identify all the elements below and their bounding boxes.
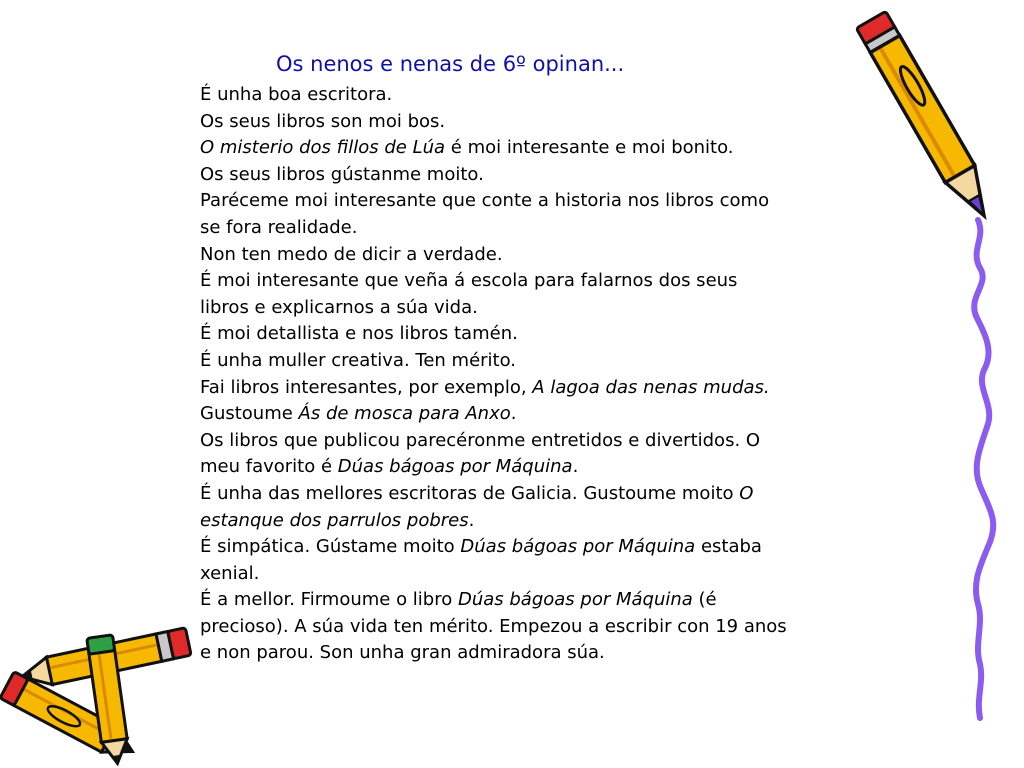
book-title: Dúas bágoas por Máquina	[460, 536, 696, 558]
opinion-line	[200, 242, 890, 269]
opinion-line	[200, 561, 890, 588]
book-title: A lagoa das nenas mudas.	[532, 376, 770, 398]
opinion-text: meu favorito é	[200, 456, 338, 478]
opinion-text: libros e explicarnos a súa vida.	[200, 296, 478, 318]
opinion-line	[200, 348, 890, 375]
opinion-text: É unha boa escritora.	[200, 84, 393, 105]
opinion-line	[200, 534, 890, 561]
opinion-text: se fora realidade.	[200, 216, 358, 238]
book-title: estanque dos parrulos pobres	[200, 509, 469, 531]
opinion-text: xenial.	[200, 562, 260, 584]
opinion-line	[200, 428, 890, 455]
opinion-text: (é	[692, 589, 717, 611]
book-title: Dúas bágoas por Máquina	[457, 589, 693, 611]
opinion-line	[200, 640, 890, 667]
opinion-text: É simpática. Gústame moito	[200, 536, 461, 558]
book-title: O	[739, 482, 754, 504]
opinion-text: e non parou. Son unha gran admiradora súa.	[200, 642, 605, 664]
opinion-line	[200, 587, 890, 614]
opinion-line	[200, 454, 890, 481]
page-title: Os nenos e nenas de 6º opinan...	[276, 52, 625, 76]
opinion-text: precioso). A súa vida ten mérito. Empezou a escribir con 19 anos	[200, 615, 787, 637]
book-title: Ás de mosca para Anxo	[298, 403, 511, 425]
scribble-line	[950, 220, 1020, 720]
pencil-icon	[855, 0, 1005, 245]
opinion-line	[200, 508, 890, 535]
opinion-text: estaba	[695, 536, 762, 558]
opinion-line	[200, 188, 890, 215]
book-title: Dúas bágoas por Máquina	[337, 456, 573, 478]
opinion-text: .	[468, 509, 475, 531]
opinion-text: Os libros que publicou parecéronme entretidos e divertidos. O	[200, 429, 761, 451]
opinion-line	[200, 614, 890, 641]
opinion-text: É unha muller creativa. Ten mérito.	[200, 349, 517, 371]
opinion-line	[200, 268, 890, 295]
opinion-text: É moi interesante que veña á escola para falarnos dos seus	[200, 270, 738, 292]
opinion-text: Os seus libros gústanme moito.	[200, 163, 484, 185]
opinion-text: Paréceme moi interesante que conte a historia nos libros como	[200, 190, 770, 212]
opinion-text: é moi interesante e moi bonito.	[445, 137, 734, 159]
crossed-pencils-icon	[0, 618, 205, 763]
opinion-line	[200, 162, 890, 189]
opinion-line	[200, 375, 890, 402]
opinion-text: É a mellor. Firmoume o libro	[200, 589, 458, 611]
opinions-list	[200, 82, 890, 667]
opinion-line	[200, 295, 890, 322]
opinion-line	[200, 481, 890, 508]
opinion-text: .	[572, 456, 579, 478]
opinion-text: É unha das mellores escritoras de Galicia. Gustoume moito	[200, 482, 740, 504]
opinion-line	[200, 321, 890, 348]
opinion-line	[200, 401, 890, 428]
opinion-line	[200, 215, 890, 242]
opinion-text: Non ten medo de dicir a verdade.	[200, 243, 503, 265]
book-title: O misterio dos fillos de Lúa	[200, 137, 446, 159]
opinion-text: Gustoume	[200, 403, 299, 425]
opinion-line	[200, 109, 890, 136]
opinion-line	[200, 135, 890, 162]
opinion-text: Fai libros interesantes, por exemplo,	[200, 376, 533, 398]
opinion-line	[200, 82, 890, 109]
opinion-text: .	[510, 403, 517, 425]
opinion-text: Os seus libros son moi bos.	[200, 110, 446, 132]
opinion-text: É moi detallista e nos libros tamén.	[200, 323, 518, 345]
